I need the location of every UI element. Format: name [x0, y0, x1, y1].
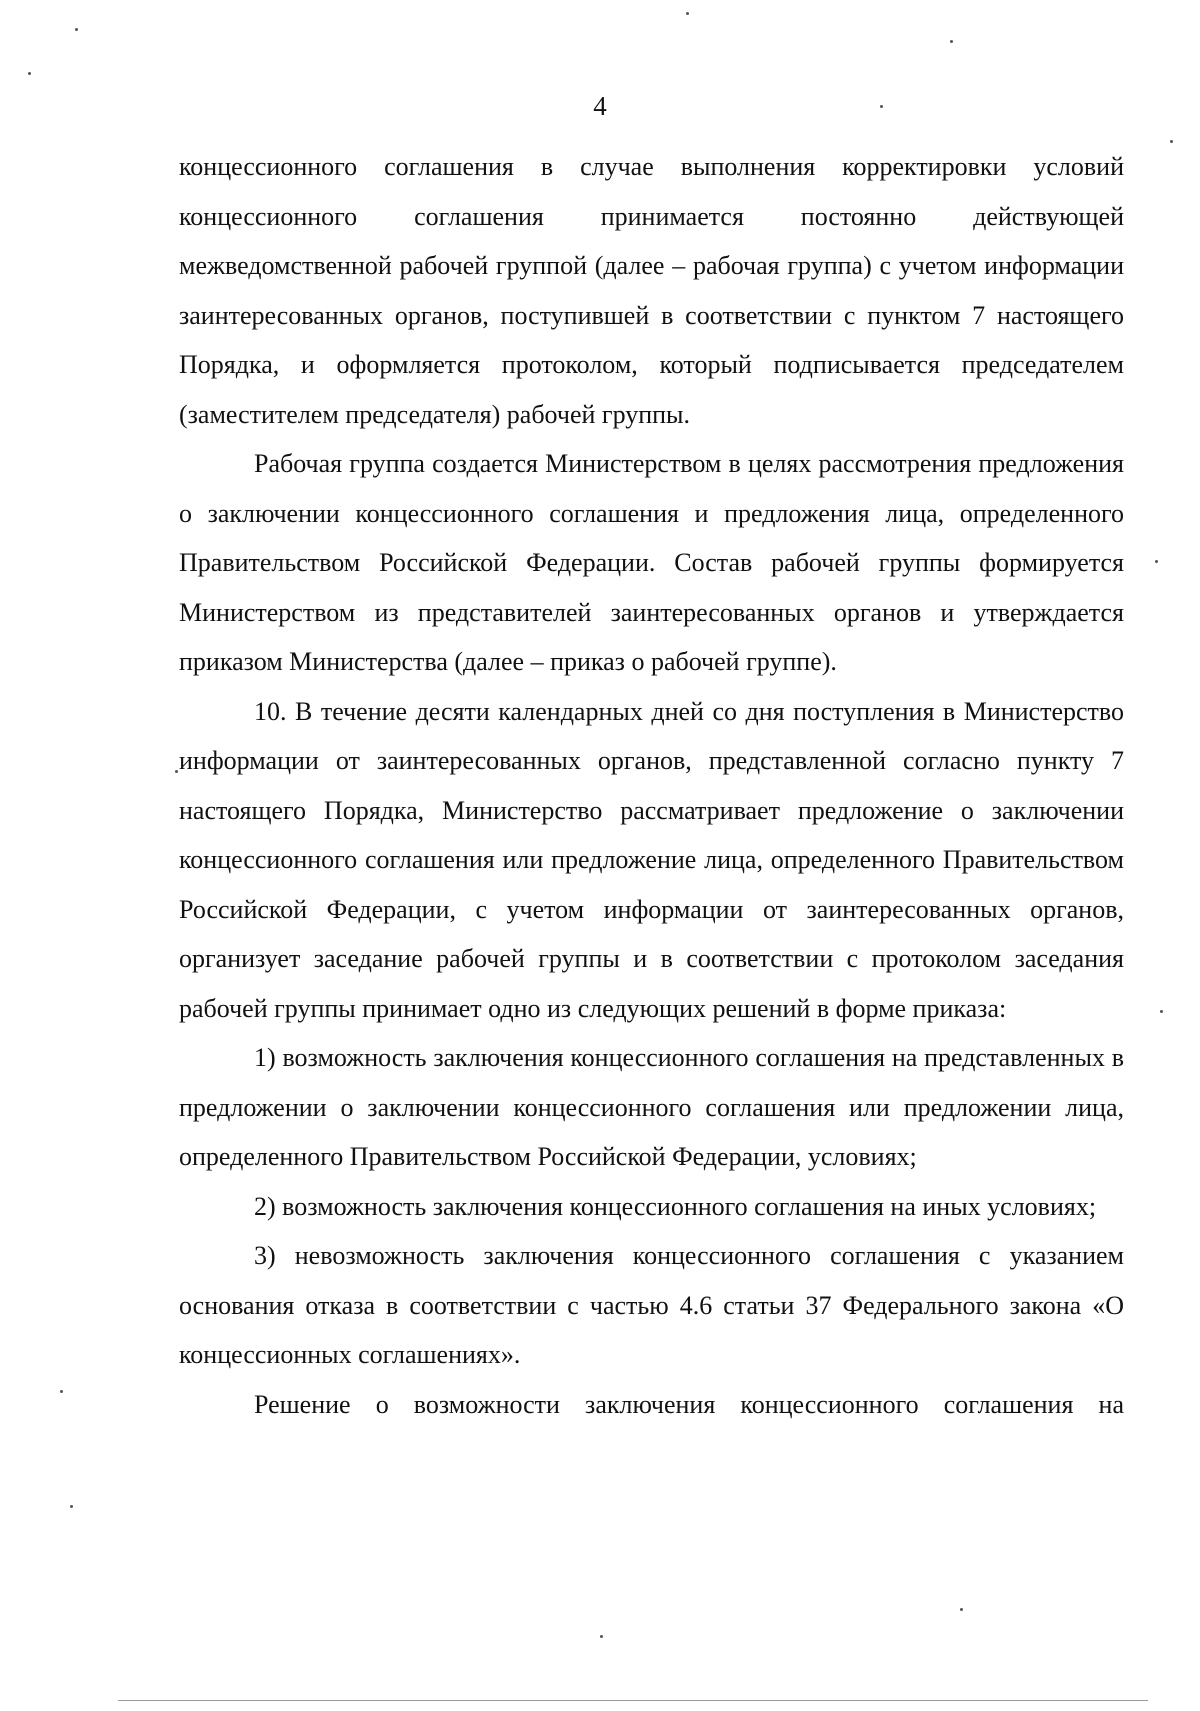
- scan-speck: [75, 28, 78, 31]
- paragraph-decision: Решение о возможности заключения концессионного соглашения на: [254, 1389, 1124, 1419]
- page-number: 4: [593, 91, 607, 121]
- scan-speck: [960, 1608, 963, 1611]
- scan-speck: [70, 1505, 73, 1508]
- scan-speck: [60, 1390, 63, 1393]
- scan-speck: [1160, 1010, 1163, 1013]
- document-body: [179, 142, 1124, 1429]
- list-item-3: 3) невозможность заключения концессионного соглашения с указанием основания отказа в соответствии с частью 4.6 статьи 37 Федерального закона «О концессионных соглашениях».: [179, 1241, 1124, 1369]
- list-item-1: 1) возможность заключения концессионного соглашения на представленных в предложении о заключении концессионного соглашения или предложении лица, определенного Правительством Российской Федерации, условиях;: [179, 1043, 1124, 1171]
- scan-speck: [175, 770, 178, 773]
- scan-speck: [880, 105, 883, 108]
- paragraph-continuation: концессионного соглашения в случае выполнения корректировки условий концессионного соглашения принимается постоянно действующей межведомственной рабочей группой (далее – рабочая группа) с учетом информации заинтересованных органов, поступившей в соответствии с пунктом 7 настоящего Порядка, и оформляется протоколом, который подписывается председателем (заместителем председателя) рабочей группы.: [179, 152, 1124, 429]
- scan-speck: [600, 1635, 603, 1638]
- paragraph-working-group: Рабочая группа создается Министерством в целях рассмотрения предложения о заключении концессионного соглашения и предложения лица, определенного Правительством Российской Федерации. Состав рабочей группы формируется Министерством из представителей заинтересованных органов и утверждается приказом Министерства (далее – приказ о рабочей группе).: [179, 449, 1124, 676]
- page-bottom-edge: [118, 1700, 1148, 1701]
- scan-speck: [1155, 560, 1158, 563]
- scan-speck: [28, 72, 31, 75]
- scan-speck: [686, 12, 689, 15]
- scan-speck: [1170, 140, 1173, 143]
- list-item-2: 2) возможность заключения концессионного соглашения на иных условиях;: [254, 1191, 1097, 1221]
- paragraph-item-10: 10. В течение десяти календарных дней со дня поступления в Министерство информации от заинтересованных органов, представленной согласно пункту 7 настоящего Порядка, Министерство рассматривает предложение о заключении концессионного соглашения или предложение лица, определенного Правительством Российской Федерации, с учетом информации от заинтересованных органов, организует заседание рабочей группы и в соответствии с протоколом заседания рабочей группы принимает одно из следующих решений в форме приказа:: [179, 696, 1124, 1023]
- scan-speck: [950, 40, 953, 43]
